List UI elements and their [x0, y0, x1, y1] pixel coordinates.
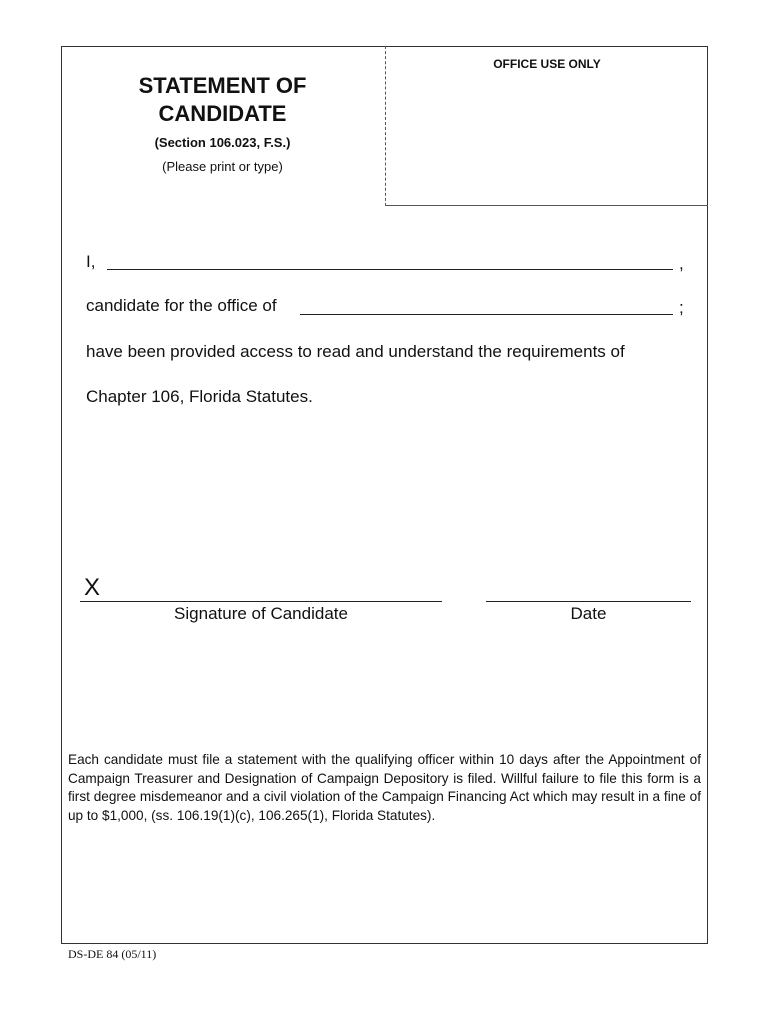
statement-line4: Chapter 106, Florida Statutes. — [86, 387, 313, 406]
signature-label: Signature of Candidate — [174, 604, 348, 623]
office-use-only-label: OFFICE USE ONLY — [493, 57, 601, 71]
office-sought-prefix: candidate for the office of — [86, 296, 277, 315]
print-instruction: (Please print or type) — [162, 159, 283, 174]
form-title-line2: CANDIDATE — [158, 101, 287, 126]
form-title-line1: STATEMENT OF — [138, 73, 307, 98]
candidate-name-comma: , — [679, 254, 684, 273]
section-reference: (Section 106.023, F.S.) — [154, 135, 291, 150]
filing-notice: Each candidate must file a statement with the qualifying officer within 10 days after the Appointment of Campaign Treasurer and Designation of Campaign Depository is filed. Willful failure to file this form is a first degree misdemeanor and a civil violation of the Campaign Financing Act which may result in a fine of up to $1,000, (ss. 106.19(1)(c), 106.265(1), Florida Statutes). — [68, 752, 701, 823]
date-field[interactable] — [486, 601, 691, 602]
candidate-name-prefix: I, — [86, 252, 96, 271]
signature-field[interactable] — [80, 601, 442, 602]
office-use-only-box — [385, 46, 708, 206]
date-label: Date — [570, 604, 607, 623]
signature-x-mark: X — [84, 574, 101, 601]
candidate-name-field[interactable] — [107, 269, 673, 270]
form-code: DS-DE 84 (05/11) — [68, 947, 157, 961]
office-sought-semicolon: ; — [679, 298, 684, 317]
office-sought-field[interactable] — [300, 314, 673, 315]
statement-line3: have been provided access to read and understand the requirements of — [86, 342, 625, 361]
